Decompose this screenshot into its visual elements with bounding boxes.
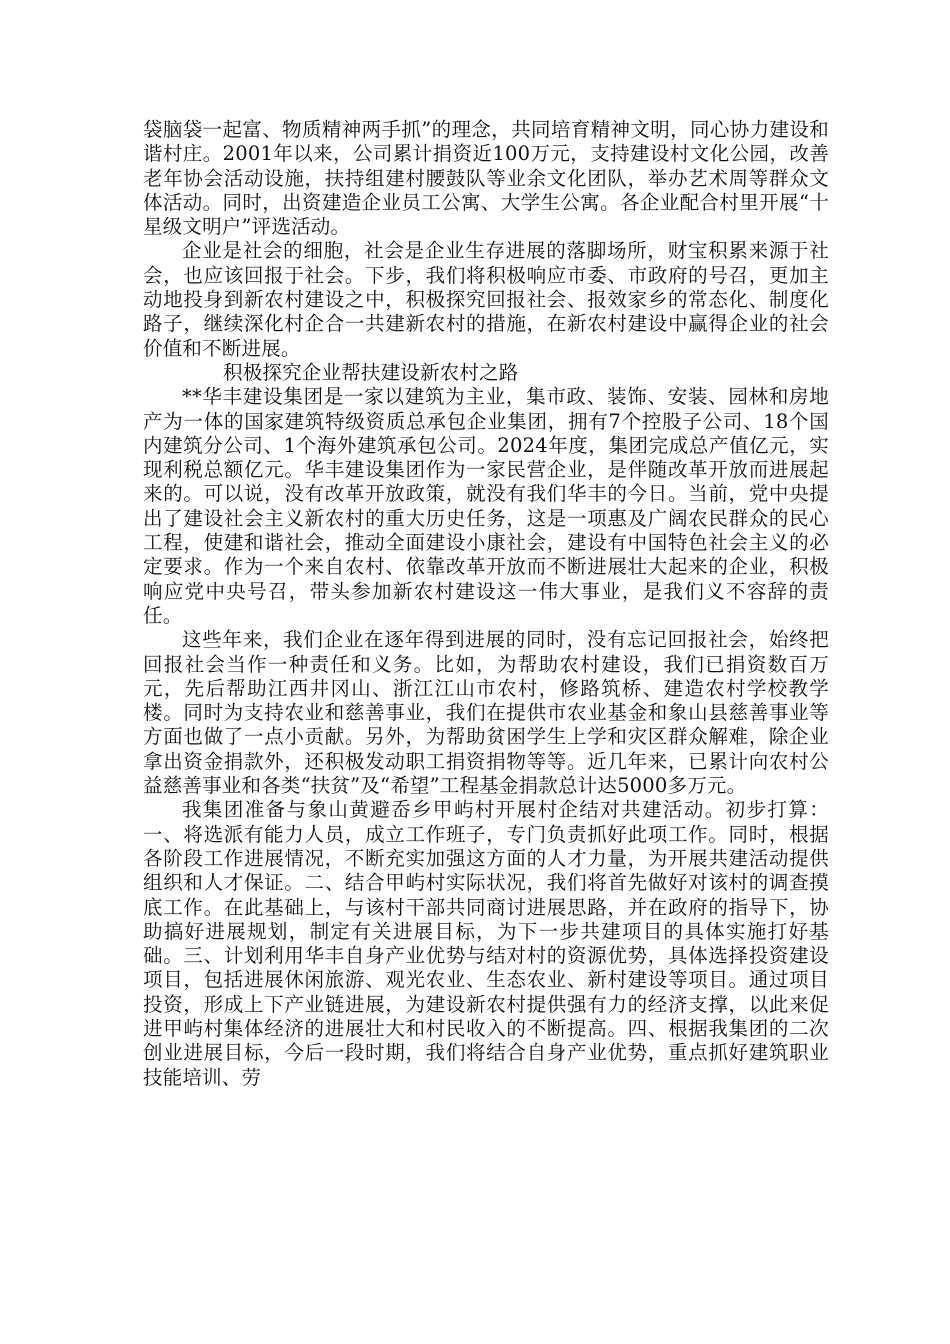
section-heading: 积极探究企业帮扶建设新农村之路 xyxy=(223,360,519,384)
document-page xyxy=(143,118,829,1090)
paragraph: **华丰建设集团是一家以建筑为主业，集市政、装饰、安装、园林和房地产为一体的国家建筑特级资质总承包企业集团，拥有7个控股子公司、18个国内建筑分公司、1个海外建筑承包公司。2024年度，集团完成总产值亿元，实现利税总额亿元。华丰建设集团作为一家民营企业，是伴随改革开放而进展起来的。可以说，没有改革开放政策，就没有我们华丰的今日。当前，党中央提出了建设社会主义新农村的重大历史任务，这是一项惠及广阔农民群众的民心工程，使建和谐社会，推动全面建设小康社会，建设有中国特色社会主义的必定要求。作为一个来自农村、依靠改革开放而不断进展壮大起来的企业，积极响应党中央号召，带头参加新农村建设这一伟大事业，是我们义不容辞的责任。 xyxy=(143,385,829,627)
paragraph: 这些年来，我们企业在逐年得到进展的同时，没有忘记回报社会，始终把回报社会当作一种责任和义务。比如，为帮助农村建设，我们已捐资数百万元，先后帮助江西井冈山、浙江江山市农村，修路筑桥、建造农村学校教学楼。同时为支持农业和慈善事业，我们在提供市农业基金和象山县慈善事业等方面也做了一点小贡献。另外，为帮助贫困学生上学和灾区群众解难，除企业拿出资金捐款外，还积极发动职工捐资捐物等等。近几年来，已累计向农村公益慈善事业和各类“扶贫”及“希望”工程基金捐款总计达5000多万元。 xyxy=(143,628,829,798)
paragraph: 我集团准备与象山黄避岙乡甲屿村开展村企结对共建活动。初步打算：一、将选派有能力人员，成立工作班子，专门负责抓好此项工作。同时，根据各阶段工作进展情况，不断充实加强这方面的人才力量，为开展共建活动提供组织和人才保证。二、结合甲屿村实际状况，我们将首先做好对该村的调查摸底工作。在此基础上，与该村干部共同商讨进展思路，并在政府的指导下，协助搞好进展规划，制定有关进展目标，为下一步共建项目的具体实施打好基础。三、计划利用华丰自身产业优势与结对村的资源优势，具体选择投资建设项目，包括进展休闲旅游、观光农业、生态农业、新村建设等项目。通过项目投资，形成上下产业链进展，为建设新农村提供强有力的经济支撑，以此来促进甲屿村集体经济的进展壮大和村民收入的不断提高。四、根据我集团的二次创业进展目标，今后一段时期，我们将结合自身产业优势，重点抓好建筑职业技能培训、劳 xyxy=(143,798,829,1089)
paragraph-continued: 袋脑袋一起富、物质精神两手抓”的理念，共同培育精神文明，同心协力建设和谐村庄。2001年以来，公司累计捐资近100万元，支持建设村文化公园，改善老年协会活动设施，扶持组建村腰鼓队等业余文化团队，举办艺术周等群众文体活动。同时，出资建造企业员工公寓、大学生公寓。各企业配合村里开展“十星级文明户”评选活动。 xyxy=(143,118,829,239)
paragraph: 企业是社会的细胞，社会是企业生存进展的落脚场所，财宝积累来源于社会，也应该回报于社会。下步，我们将积极响应市委、市政府的号召，更加主动地投身到新农村建设之中，积极探究回报社会、报效家乡的常态化、制度化路子，继续深化村企合一共建新农村的措施，在新农村建设中赢得企业的社会价值和不断进展。 xyxy=(143,239,829,360)
